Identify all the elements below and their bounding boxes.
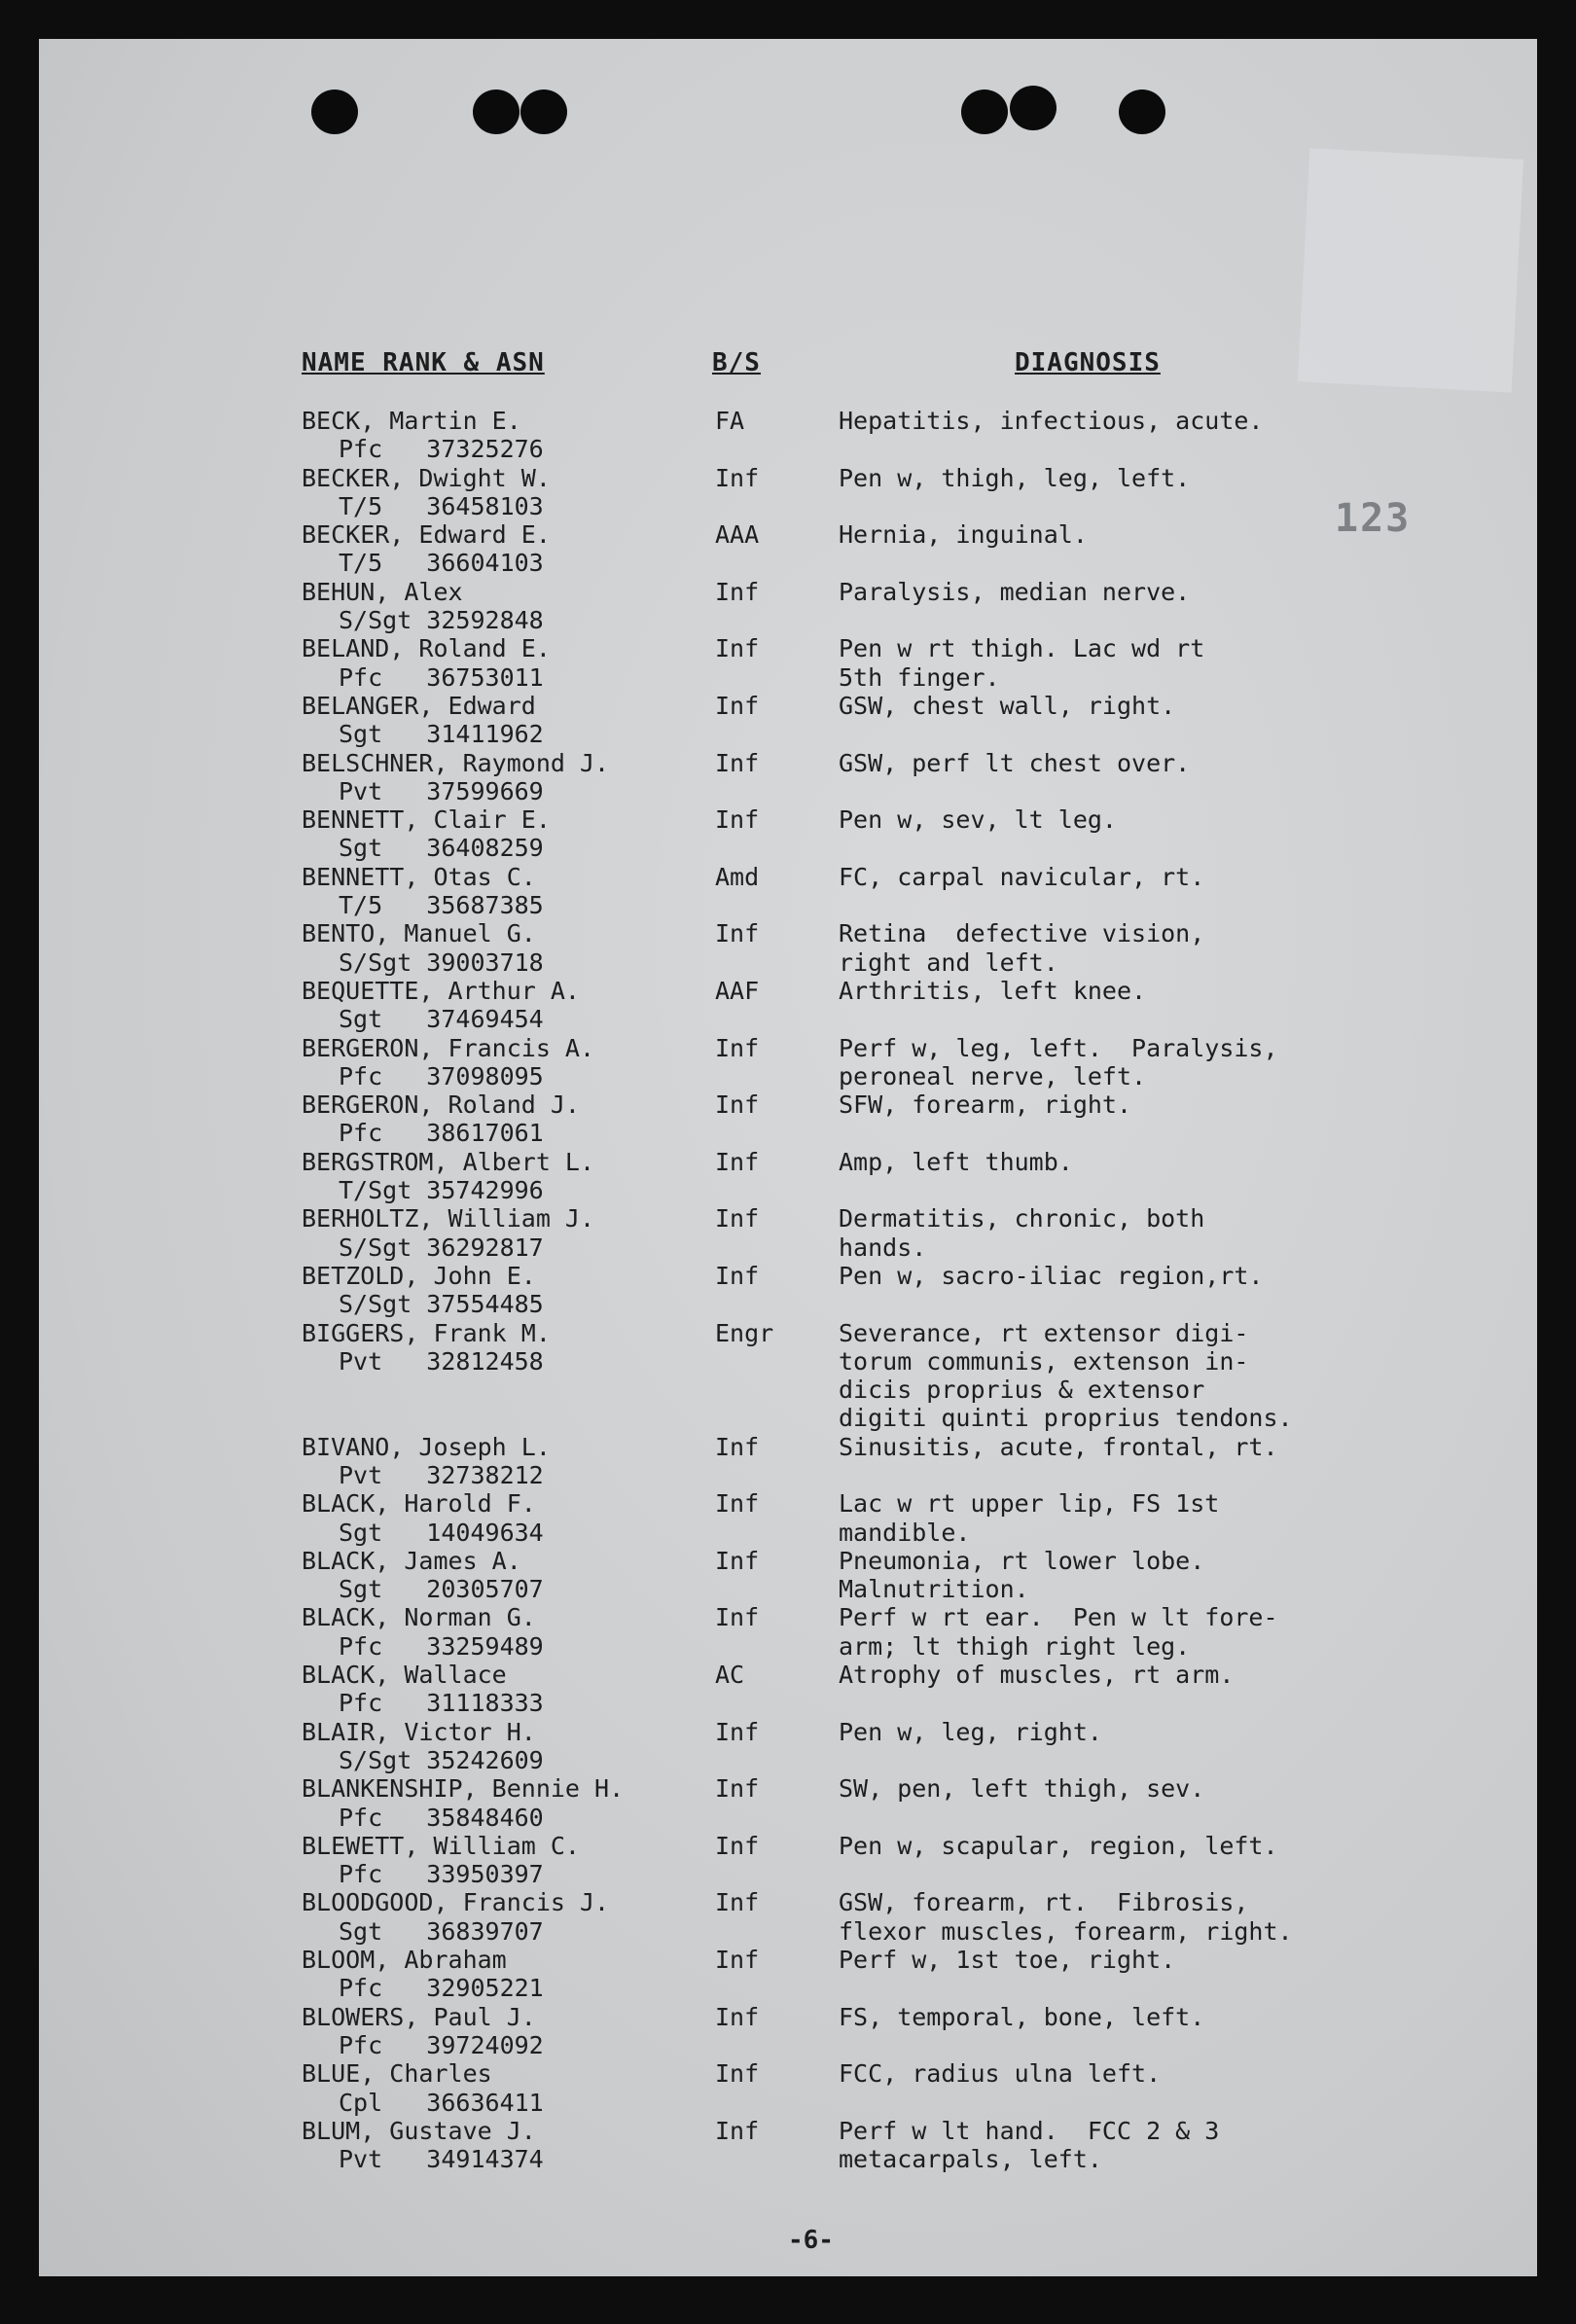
branch-of-service: Inf — [715, 1774, 760, 1804]
rank-asn: Cpl 36636411 — [339, 2088, 544, 2117]
branch-of-service: Inf — [715, 1946, 760, 1975]
soldier-name: BLOOM, Abraham — [302, 1946, 507, 1975]
diagnosis-line: SW, pen, left thigh, sev. — [839, 1774, 1205, 1804]
name-cell — [302, 1433, 730, 1490]
branch-of-service: Inf — [715, 1033, 760, 1062]
name-cell — [302, 1888, 730, 1946]
diagnosis-cell — [839, 1262, 1520, 1290]
diagnosis-line: GSW, chest wall, right. — [839, 691, 1176, 720]
diagnosis-line: Pen w, sev, lt leg. — [839, 805, 1117, 835]
name-cell — [302, 634, 730, 692]
table-row — [39, 1774, 1537, 1832]
diagnosis-line: Malnutrition. — [839, 1575, 1029, 1604]
table-row — [39, 407, 1537, 464]
diagnosis-line: Pen w, scapular, region, left. — [839, 1831, 1278, 1860]
diagnosis-line: GSW, forearm, rt. Fibrosis, — [839, 1888, 1249, 1917]
soldier-name: BLANKENSHIP, Bennie H. — [302, 1774, 625, 1804]
table-row — [39, 1148, 1537, 1205]
diagnosis-cell — [839, 805, 1520, 834]
soldier-name: BLACK, Wallace — [302, 1661, 507, 1690]
table-row — [39, 1433, 1537, 1490]
name-cell — [302, 407, 730, 464]
name-cell — [302, 520, 730, 578]
casualty-list — [39, 407, 1537, 2173]
branch-of-service: Inf — [715, 634, 760, 663]
soldier-name: BECKER, Edward E. — [302, 520, 551, 550]
table-row — [39, 749, 1537, 806]
table-row — [39, 2003, 1537, 2060]
name-cell — [302, 1832, 730, 1889]
diagnosis-cell — [839, 1204, 1520, 1262]
soldier-name: BIVANO, Joseph L. — [302, 1432, 551, 1461]
table-row — [39, 1718, 1537, 1775]
name-cell — [302, 805, 730, 863]
soldier-name: BLEWETT, William C. — [302, 1831, 580, 1860]
rank-asn: Pvt 37599669 — [339, 776, 544, 805]
diagnosis-line: FCC, radius ulna left. — [839, 2059, 1162, 2089]
table-row — [39, 977, 1537, 1034]
diagnosis-cell — [839, 2003, 1520, 2031]
diagnosis-line: metacarpals, left. — [839, 2145, 1102, 2174]
rank-asn: T/5 36604103 — [339, 549, 544, 578]
name-cell — [302, 2117, 730, 2174]
soldier-name: BENNETT, Clair E. — [302, 805, 551, 835]
branch-of-service: FA — [715, 407, 745, 435]
branch-of-service: AAF — [715, 976, 760, 1005]
name-cell — [302, 1603, 730, 1661]
table-row — [39, 1888, 1537, 1946]
rank-asn: S/Sgt 37554485 — [339, 1290, 544, 1319]
rank-asn: Pfc 33259489 — [339, 1631, 544, 1661]
rank-asn: Pvt 32738212 — [339, 1460, 544, 1489]
table-row — [39, 634, 1537, 692]
branch-of-service: Inf — [715, 2116, 760, 2145]
rank-asn: T/Sgt 35742996 — [339, 1176, 544, 1205]
soldier-name: BENTO, Manuel G. — [302, 919, 536, 948]
page-stamp-number: 123 — [1335, 496, 1412, 541]
diagnosis-line: flexor muscles, forearm, right. — [839, 1916, 1293, 1946]
diagnosis-cell — [839, 1034, 1520, 1091]
branch-of-service: Inf — [715, 1261, 760, 1290]
diagnosis-line: GSW, perf lt chest over. — [839, 748, 1191, 777]
diagnosis-line: Atrophy of muscles, rt arm. — [839, 1661, 1235, 1690]
soldier-name: BLOWERS, Paul J. — [302, 2002, 536, 2031]
name-cell — [302, 2003, 730, 2060]
branch-of-service: Inf — [715, 2059, 760, 2089]
diagnosis-line: mandible. — [839, 1518, 971, 1547]
soldier-name: BLUM, Gustave J. — [302, 2116, 536, 2145]
name-cell — [302, 749, 730, 806]
soldier-name: BLAIR, Victor H. — [302, 1717, 536, 1746]
name-cell — [302, 1661, 730, 1718]
diagnosis-line: Pneumonia, rt lower lobe. — [839, 1546, 1205, 1575]
diagnosis-cell — [839, 1774, 1520, 1803]
soldier-name: BLUE, Charles — [302, 2059, 492, 2089]
diagnosis-cell — [839, 1433, 1520, 1461]
rank-asn: Pfc 33950397 — [339, 1860, 544, 1889]
rank-asn: S/Sgt 32592848 — [339, 606, 544, 635]
branch-of-service: Inf — [715, 1489, 760, 1519]
diagnosis-line: 5th finger. — [839, 662, 1000, 692]
branch-of-service: Inf — [715, 805, 760, 835]
name-cell — [302, 1319, 730, 1377]
diagnosis-cell — [839, 1547, 1520, 1604]
soldier-name: BELANGER, Edward — [302, 691, 536, 720]
name-cell — [302, 1034, 730, 1091]
diagnosis-line: Hernia, inguinal. — [839, 520, 1088, 550]
diagnosis-line: digiti quinti proprius tendons. — [839, 1404, 1293, 1433]
diagnosis-line: Dermatitis, chronic, both — [839, 1204, 1205, 1234]
rank-asn: Pfc 37325276 — [339, 435, 544, 464]
branch-of-service: Inf — [715, 1603, 760, 1632]
rank-asn: Sgt 36839707 — [339, 1916, 544, 1946]
table-row — [39, 1547, 1537, 1604]
diagnosis-line: Perf w rt ear. Pen w lt fore- — [839, 1603, 1278, 1632]
punch-hole — [520, 89, 567, 134]
rank-asn: Sgt 37469454 — [339, 1005, 544, 1034]
branch-of-service: Inf — [715, 1432, 760, 1461]
branch-of-service: Inf — [715, 463, 760, 492]
punch-hole — [473, 89, 519, 134]
soldier-name: BLOODGOOD, Francis J. — [302, 1888, 610, 1917]
soldier-name: BELAND, Roland E. — [302, 634, 551, 663]
rank-asn: Sgt 31411962 — [339, 720, 544, 749]
branch-of-service: Inf — [715, 1888, 760, 1917]
table-row — [39, 1204, 1537, 1262]
rank-asn: Pfc 31118333 — [339, 1689, 544, 1718]
diagnosis-line: Lac w rt upper lip, FS 1st — [839, 1489, 1220, 1519]
header-name-rank-asn: NAME RANK & ASN — [302, 348, 545, 377]
branch-of-service: Inf — [715, 1546, 760, 1575]
rank-asn: Sgt 14049634 — [339, 1518, 544, 1547]
soldier-name: BIGGERS, Frank M. — [302, 1318, 551, 1347]
diagnosis-cell — [839, 1489, 1520, 1547]
diagnosis-line: peroneal nerve, left. — [839, 1061, 1147, 1090]
name-cell — [302, 578, 730, 635]
name-cell — [302, 1718, 730, 1775]
name-cell — [302, 977, 730, 1034]
rank-asn: Pvt 34914374 — [339, 2145, 544, 2174]
branch-of-service: Amd — [715, 862, 760, 891]
branch-of-service: Inf — [715, 1090, 760, 1120]
soldier-name: BELSCHNER, Raymond J. — [302, 748, 610, 777]
diagnosis-cell — [839, 1319, 1520, 1433]
table-row — [39, 520, 1537, 578]
soldier-name: BLACK, Harold F. — [302, 1489, 536, 1519]
diagnosis-line: Arthritis, left knee. — [839, 976, 1147, 1005]
diagnosis-cell — [839, 2059, 1520, 2088]
rank-asn: Pfc 38617061 — [339, 1119, 544, 1148]
name-cell — [302, 1946, 730, 2003]
diagnosis-line: Pen w, thigh, leg, left. — [839, 463, 1191, 492]
soldier-name: BECK, Martin E. — [302, 407, 521, 435]
table-row — [39, 1603, 1537, 1661]
diagnosis-cell — [839, 863, 1520, 891]
rank-asn: Pvt 32812458 — [339, 1346, 544, 1376]
soldier-name: BETZOLD, John E. — [302, 1261, 536, 1290]
diagnosis-cell — [839, 1832, 1520, 1860]
diagnosis-line: arm; lt thigh right leg. — [839, 1631, 1191, 1661]
soldier-name: BERHOLTZ, William J. — [302, 1204, 595, 1234]
branch-of-service: Engr — [715, 1318, 774, 1347]
branch-of-service: Inf — [715, 1831, 760, 1860]
name-cell — [302, 692, 730, 749]
table-row — [39, 1489, 1537, 1547]
punch-hole — [1010, 86, 1057, 130]
diagnosis-line: Pen w rt thigh. Lac wd rt — [839, 634, 1205, 663]
rank-asn: Pfc 32905221 — [339, 1974, 544, 2003]
soldier-name: BEHUN, Alex — [302, 577, 463, 606]
diagnosis-cell — [839, 1090, 1520, 1119]
name-cell — [302, 1262, 730, 1319]
diagnosis-cell — [839, 1661, 1520, 1689]
name-cell — [302, 1204, 730, 1262]
table-row — [39, 1262, 1537, 1319]
soldier-name: BERGSTROM, Albert L. — [302, 1147, 595, 1176]
name-cell — [302, 1547, 730, 1604]
rank-asn: S/Sgt 39003718 — [339, 947, 544, 977]
diagnosis-cell — [839, 977, 1520, 1005]
diagnosis-cell — [839, 464, 1520, 492]
soldier-name: BECKER, Dwight W. — [302, 463, 551, 492]
diagnosis-line: Perf w, leg, left. Paralysis, — [839, 1033, 1278, 1062]
table-row — [39, 1319, 1537, 1433]
name-cell — [302, 2059, 730, 2117]
table-row — [39, 1034, 1537, 1091]
name-cell — [302, 1489, 730, 1547]
rank-asn: Pfc 36753011 — [339, 662, 544, 692]
diagnosis-cell — [839, 578, 1520, 606]
diagnosis-cell — [839, 520, 1520, 549]
name-cell — [302, 1090, 730, 1148]
table-row — [39, 1832, 1537, 1889]
punch-hole — [1119, 89, 1165, 134]
rank-asn: T/5 36458103 — [339, 491, 544, 520]
header-bs: B/S — [712, 348, 761, 377]
branch-of-service: Inf — [715, 2002, 760, 2031]
rank-asn: Sgt 36408259 — [339, 834, 544, 863]
table-row — [39, 464, 1537, 521]
branch-of-service: Inf — [715, 1204, 760, 1234]
rank-asn: Sgt 20305707 — [339, 1575, 544, 1604]
soldier-name: BERGERON, Francis A. — [302, 1033, 595, 1062]
table-row — [39, 578, 1537, 635]
table-row — [39, 1661, 1537, 1718]
document-page — [39, 39, 1537, 2276]
diagnosis-cell — [839, 634, 1520, 692]
diagnosis-line: Perf w, 1st toe, right. — [839, 1946, 1176, 1975]
diagnosis-line: Severance, rt extensor digi- — [839, 1318, 1249, 1347]
diagnosis-line: Amp, left thumb. — [839, 1147, 1073, 1176]
rank-asn: T/5 35687385 — [339, 891, 544, 920]
punch-hole — [961, 89, 1008, 134]
rank-asn: S/Sgt 35242609 — [339, 1745, 544, 1774]
punch-hole — [311, 89, 358, 134]
soldier-name: BERGERON, Roland J. — [302, 1090, 580, 1120]
branch-of-service: Inf — [715, 748, 760, 777]
diagnosis-cell — [839, 1603, 1520, 1661]
rank-asn: Pfc 35848460 — [339, 1803, 544, 1832]
diagnosis-line: torum communis, extenson in- — [839, 1346, 1249, 1376]
diagnosis-line: SFW, forearm, right. — [839, 1090, 1132, 1120]
branch-of-service: Inf — [715, 691, 760, 720]
diagnosis-line: right and left. — [839, 947, 1058, 977]
diagnosis-line: Pen w, sacro-iliac region,rt. — [839, 1261, 1264, 1290]
header-diagnosis: DIAGNOSIS — [1015, 348, 1161, 377]
diagnosis-cell — [839, 1148, 1520, 1176]
branch-of-service: AC — [715, 1661, 745, 1690]
diagnosis-line: hands. — [839, 1233, 927, 1262]
branch-of-service: Inf — [715, 919, 760, 948]
table-row — [39, 692, 1537, 749]
table-row — [39, 1946, 1537, 2003]
table-row — [39, 1090, 1537, 1148]
name-cell — [302, 863, 730, 920]
tape-mark — [1298, 148, 1523, 392]
soldier-name: BENNETT, Otas C. — [302, 862, 536, 891]
diagnosis-cell — [839, 1946, 1520, 1974]
diagnosis-line: Paralysis, median nerve. — [839, 577, 1191, 606]
diagnosis-line: Sinusitis, acute, frontal, rt. — [839, 1432, 1278, 1461]
name-cell — [302, 1774, 730, 1832]
diagnosis-cell — [839, 692, 1520, 720]
rank-asn: S/Sgt 36292817 — [339, 1233, 544, 1262]
diagnosis-line: Retina defective vision, — [839, 919, 1205, 948]
name-cell — [302, 1148, 730, 1205]
name-cell — [302, 464, 730, 521]
diagnosis-line: Hepatitis, infectious, acute. — [839, 407, 1264, 435]
branch-of-service: AAA — [715, 520, 760, 550]
diagnosis-line: FC, carpal navicular, rt. — [839, 862, 1205, 891]
diagnosis-cell — [839, 919, 1520, 977]
name-cell — [302, 919, 730, 977]
diagnosis-cell — [839, 407, 1520, 435]
page-number: -6- — [788, 2226, 834, 2255]
diagnosis-line: Pen w, leg, right. — [839, 1717, 1102, 1746]
soldier-name: BEQUETTE, Arthur A. — [302, 976, 580, 1005]
table-row — [39, 919, 1537, 977]
table-row — [39, 2059, 1537, 2117]
diagnosis-line: Perf w lt hand. FCC 2 & 3 — [839, 2116, 1220, 2145]
branch-of-service: Inf — [715, 577, 760, 606]
diagnosis-cell — [839, 2117, 1520, 2174]
rank-asn: Pfc 39724092 — [339, 2030, 544, 2059]
diagnosis-line: dicis proprius & extensor — [839, 1376, 1205, 1405]
diagnosis-cell — [839, 1718, 1520, 1746]
soldier-name: BLACK, James A. — [302, 1546, 521, 1575]
diagnosis-cell — [839, 749, 1520, 777]
diagnosis-line: FS, temporal, bone, left. — [839, 2002, 1205, 2031]
soldier-name: BLACK, Norman G. — [302, 1603, 536, 1632]
branch-of-service: Inf — [715, 1147, 760, 1176]
table-row — [39, 863, 1537, 920]
branch-of-service: Inf — [715, 1717, 760, 1746]
table-row — [39, 2117, 1537, 2174]
table-row — [39, 805, 1537, 863]
rank-asn: Pfc 37098095 — [339, 1061, 544, 1090]
diagnosis-cell — [839, 1888, 1520, 1946]
